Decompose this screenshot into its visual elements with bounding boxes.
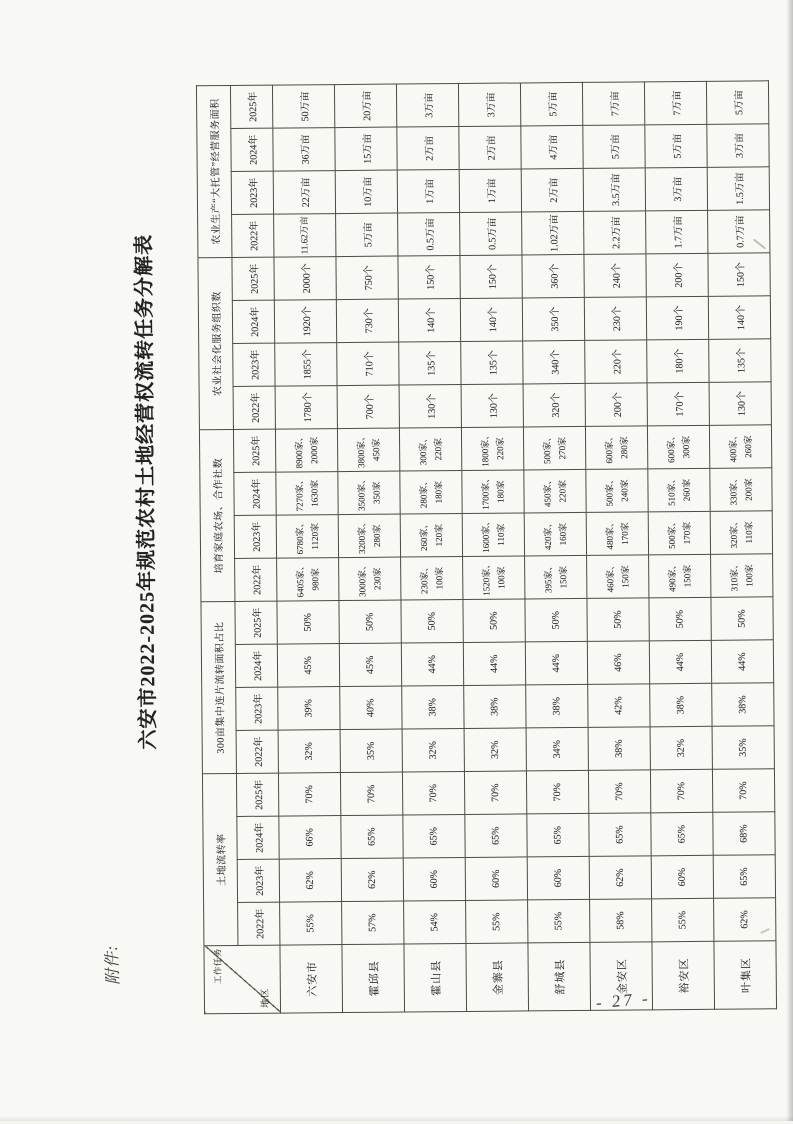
table-cell: 44% — [711, 640, 773, 684]
table-cell: 490家、150家 — [649, 554, 711, 598]
table-cell: 3万亩 — [707, 124, 769, 168]
year-header: 2022年 — [232, 214, 274, 257]
table-cell: 38% — [588, 727, 650, 771]
table-cell: 5万亩 — [645, 124, 707, 168]
table-cell: 66% — [279, 816, 341, 860]
table-row — [706, 81, 776, 1010]
table-cell: 710个 — [337, 342, 399, 386]
year-header: 2022年 — [238, 902, 280, 945]
table-cell: 1600家、110家 — [462, 513, 524, 557]
attachment-note: 附件: — [103, 944, 123, 986]
table-cell: 500家、170家 — [648, 511, 710, 555]
table-cell: 45% — [339, 643, 401, 687]
year-header: 2025年 — [233, 429, 275, 472]
corner-label-tasks: 工作任务 — [212, 948, 223, 985]
table-cell: 1万亩 — [459, 169, 521, 213]
table-cell: 230个 — [584, 297, 646, 341]
group-header: 培育家庭农场、合作社数 — [199, 429, 234, 601]
region-row-header: 舒城县 — [528, 942, 591, 1011]
year-header: 2024年 — [234, 472, 276, 515]
table-row — [458, 83, 528, 1012]
table-cell: 70% — [340, 772, 402, 816]
region-row-header: 金寨县 — [466, 943, 529, 1012]
table-cell: 50万亩 — [272, 85, 334, 129]
table-cell: 320个 — [523, 383, 585, 427]
year-header: 2022年 — [233, 386, 275, 429]
table-cell: 35% — [712, 726, 774, 770]
table-cell: 260家、120家 — [400, 513, 462, 557]
table-cell: 140个 — [398, 298, 460, 342]
table-cell: 135个 — [709, 339, 771, 383]
table-cell: 300家、220家 — [399, 427, 461, 471]
table-cell: 240个 — [584, 254, 646, 298]
table-cell: 65% — [651, 812, 713, 856]
table-cell: 1920个 — [274, 300, 336, 344]
table-cell: 135个 — [399, 341, 461, 385]
table-cell: 55% — [652, 898, 714, 942]
table-cell: 3200家、280家 — [338, 514, 400, 558]
table-cell: 70% — [278, 773, 340, 817]
table-cell: 135个 — [461, 341, 523, 385]
table-cell: 39% — [278, 687, 340, 731]
table-cell: 340个 — [523, 340, 585, 384]
year-header: 2024年 — [235, 644, 277, 687]
table-cell: 1520家、100家 — [463, 556, 525, 600]
table-cell: 42% — [588, 684, 650, 728]
table-cell: 60% — [465, 857, 527, 901]
table-cell: 750个 — [336, 256, 398, 300]
year-header: 2023年 — [234, 515, 276, 558]
table-cell: 60% — [527, 856, 589, 900]
year-header: 2025年 — [230, 85, 272, 128]
table-cell: 6405家、980家 — [277, 558, 339, 602]
table-cell: 11.62万亩 — [274, 214, 336, 258]
table-cell: 1.7万亩 — [646, 210, 708, 254]
table-row — [396, 84, 466, 1013]
table-cell: 140个 — [460, 298, 522, 342]
table-cell: 50% — [587, 598, 649, 642]
table-cell: 65% — [465, 814, 527, 858]
table-row — [582, 82, 652, 1011]
table-cell: 7万亩 — [582, 82, 644, 126]
year-header: 2025年 — [235, 601, 277, 644]
table-cell: 700个 — [337, 385, 399, 429]
table-cell: 55% — [280, 902, 342, 946]
table-cell: 57% — [342, 901, 404, 945]
table-cell: 0.5万亩 — [398, 212, 460, 256]
table-cell: 320家、110家 — [710, 511, 772, 555]
table-cell: 3500家、350家 — [338, 471, 400, 515]
table-cell: 420家、160家 — [524, 512, 586, 556]
group-header: 土地流转率 — [202, 773, 237, 945]
scan-edge-shadow — [0, 1116, 793, 1121]
year-header: 2022年 — [235, 558, 277, 601]
table-cell: 130个 — [461, 384, 523, 428]
table-cell: 38% — [712, 683, 774, 727]
table-cell: 5万亩 — [520, 82, 582, 126]
year-header: 2025年 — [236, 773, 278, 816]
table-cell: 0.5万亩 — [460, 212, 522, 256]
table-cell: 180个 — [647, 339, 709, 383]
table-cell: 32% — [650, 726, 712, 770]
table-cell: 280家、180家 — [400, 470, 462, 514]
table-cell: 460家、150家 — [587, 555, 649, 599]
year-header: 2024年 — [237, 816, 279, 859]
table-cell: 15万亩 — [335, 127, 397, 171]
table-cell: 22万亩 — [273, 171, 335, 215]
table-cell: 10万亩 — [335, 170, 397, 214]
table-cell: 70% — [712, 769, 774, 813]
table-cell: 130个 — [399, 384, 461, 428]
table-cell: 46% — [587, 641, 649, 685]
table-cell: 20万亩 — [334, 84, 396, 128]
table-cell: 0.7万亩 — [708, 210, 770, 254]
table-cell: 730个 — [336, 299, 398, 343]
table-cell: 3000家、230家 — [339, 557, 401, 601]
table-cell: 600家、300家 — [647, 425, 709, 469]
table-cell: 38% — [402, 685, 464, 729]
table-cell: 2万亩 — [521, 168, 583, 212]
table-cell: 38% — [650, 683, 712, 727]
table-cell: 1.02万亩 — [522, 211, 584, 255]
year-header: 2023年 — [236, 687, 278, 730]
table-cell: 65% — [527, 813, 589, 857]
table-cell: 70% — [526, 770, 588, 814]
table-cell: 65% — [403, 814, 465, 858]
table-cell: 510家、260家 — [648, 468, 710, 512]
table-cell: 8900家、2000家 — [275, 429, 337, 473]
table-cell: 70% — [464, 771, 526, 815]
table-cell: 230家、100家 — [401, 556, 463, 600]
table-cell: 36万亩 — [273, 128, 335, 172]
table-cell: 50% — [525, 598, 587, 642]
table-cell: 7270家、1630家 — [276, 472, 338, 516]
table-cell: 34% — [526, 727, 588, 771]
table-row — [334, 84, 404, 1013]
page-number: - 27 - — [595, 988, 651, 1013]
table-cell: 50% — [401, 599, 463, 643]
table-cell: 150个 — [708, 253, 770, 297]
table-cell: 5万亩 — [336, 213, 398, 257]
region-row-header: 六安市 — [280, 945, 343, 1014]
table-cell: 55% — [528, 899, 590, 943]
table-cell: 310家、100家 — [711, 554, 773, 598]
table-cell: 2万亩 — [397, 127, 459, 171]
table-cell: 65% — [589, 813, 651, 857]
table-cell: 62% — [341, 858, 403, 902]
table-cell: 55% — [466, 900, 528, 944]
table-cell: 350个 — [522, 297, 584, 341]
table-cell: 1.5万亩 — [707, 167, 769, 211]
table-cell: 200个 — [585, 383, 647, 427]
group-header: 300亩集中连片流转面积占比 — [201, 601, 236, 773]
group-header: 农业生产“大托管”经营服务面积 — [196, 85, 231, 257]
region-row-header: 霍邱县 — [342, 944, 405, 1013]
table-cell: 50% — [463, 599, 525, 643]
table-cell: 45% — [277, 644, 339, 688]
table-cell: 50% — [711, 597, 773, 641]
table-cell: 220个 — [585, 340, 647, 384]
table-row — [520, 82, 590, 1011]
table-cell: 3800家、450家 — [337, 428, 399, 472]
table-cell: 32% — [402, 728, 464, 772]
table-cell: 50% — [649, 597, 711, 641]
table-cell: 50% — [339, 600, 401, 644]
year-header: 2023年 — [233, 343, 275, 386]
table-cell: 60% — [651, 855, 713, 899]
region-row-header: 霍山县 — [404, 943, 467, 1012]
corner-cell — [204, 945, 281, 1014]
table-cell: 130个 — [709, 382, 771, 426]
region-row-header: 叶集区 — [714, 941, 777, 1010]
year-header: 2024年 — [232, 300, 274, 343]
table-cell: 330家、200家 — [710, 468, 772, 512]
table-cell: 190个 — [646, 296, 708, 340]
table-cell: 480家、170家 — [586, 512, 648, 556]
region-row-header: 裕安区 — [652, 941, 715, 1010]
table-row — [272, 85, 342, 1014]
table-cell: 150个 — [460, 255, 522, 299]
table-cell: 44% — [463, 642, 525, 686]
task-table — [196, 80, 777, 1014]
table-cell: 44% — [401, 642, 463, 686]
table-cell: 140个 — [708, 296, 770, 340]
table-row — [644, 81, 714, 1010]
table-cell: 68% — [713, 812, 775, 856]
table-cell: 170个 — [647, 382, 709, 426]
table-cell: 62% — [714, 898, 776, 942]
year-header: 2022年 — [236, 730, 278, 773]
group-header: 农业社会化服务组织数 — [198, 257, 233, 429]
year-header: 2025年 — [232, 257, 274, 300]
region-row-header: 金安区 — [590, 942, 653, 1011]
table-cell: 3万亩 — [458, 83, 520, 127]
table-cell: 65% — [341, 815, 403, 859]
table-cell: 200个 — [646, 253, 708, 297]
table-cell: 60% — [403, 857, 465, 901]
table-cell: 32% — [464, 728, 526, 772]
table-cell: 54% — [404, 900, 466, 944]
table-cell: 62% — [279, 859, 341, 903]
document-title: 六安市2022-2025年规范农村土地经营权流转任务分解表 — [133, 233, 160, 750]
table-cell: 1780个 — [275, 386, 337, 430]
table-cell: 5万亩 — [583, 125, 645, 169]
table-cell: 1855个 — [275, 343, 337, 387]
table-cell: 500家、240家 — [586, 469, 648, 513]
corner-label-region: 地区 — [259, 987, 270, 1008]
table-cell: 400家、260家 — [709, 425, 771, 469]
table-cell: 38% — [526, 684, 588, 728]
table-cell: 65% — [713, 855, 775, 899]
table-cell: 1800家、220家 — [461, 427, 523, 471]
table-cell: 44% — [649, 640, 711, 684]
table-cell: 70% — [650, 769, 712, 813]
table-cell: 3.5万亩 — [583, 168, 645, 212]
table-cell: 70% — [402, 771, 464, 815]
table-cell: 360个 — [522, 254, 584, 298]
table-cell: 38% — [464, 685, 526, 729]
table-cell: 600家、280家 — [585, 426, 647, 470]
table-cell: 2000个 — [274, 257, 336, 301]
table-cell: 1万亩 — [397, 170, 459, 214]
table-cell: 35% — [340, 729, 402, 773]
table-cell: 450家、220家 — [524, 469, 586, 513]
table-cell: 395家、150家 — [525, 555, 587, 599]
table-cell: 3万亩 — [645, 167, 707, 211]
table-cell: 500家、270家 — [523, 426, 585, 470]
table-cell: 2.2万亩 — [584, 211, 646, 255]
table-cell: 32% — [278, 730, 340, 774]
table-cell: 5万亩 — [706, 81, 768, 125]
year-header: 2024年 — [231, 128, 273, 171]
scan-edge-shadow — [786, 0, 793, 1121]
table-cell: 3万亩 — [396, 84, 458, 128]
table-cell: 62% — [589, 856, 651, 900]
table-cell: 150个 — [398, 255, 460, 299]
table-cell: 2万亩 — [459, 126, 521, 170]
table-cell: 1700家、180家 — [462, 470, 524, 514]
table-cell: 50% — [277, 601, 339, 645]
table-cell: 58% — [590, 899, 652, 943]
year-header: 2023年 — [231, 171, 273, 214]
table-cell: 6780家、1120家 — [276, 515, 338, 559]
table-cell: 44% — [525, 641, 587, 685]
table-cell: 40% — [340, 686, 402, 730]
table-cell: 4万亩 — [521, 125, 583, 169]
year-header: 2023年 — [237, 859, 279, 902]
table-cell: 7万亩 — [644, 81, 706, 125]
table-cell: 70% — [588, 770, 650, 814]
